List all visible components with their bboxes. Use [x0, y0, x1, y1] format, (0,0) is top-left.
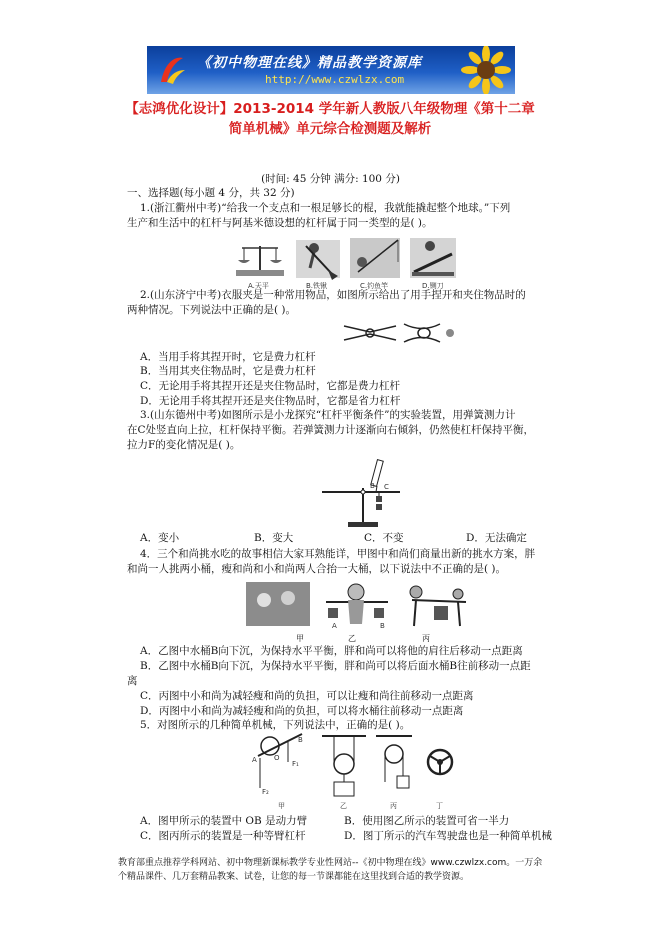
q5-caption-jia: 甲 — [278, 802, 285, 810]
q4-caption-yi: 乙 — [348, 634, 356, 643]
q3-label-b: B — [370, 482, 375, 490]
q5-option-c: C．图丙所示的装置是一种等臂杠杆 — [140, 830, 306, 842]
q5-option-b: B．使用图乙所示的装置可省一半力 — [344, 815, 510, 827]
section-heading: 一、选择题(每小题 4 分，共 32 分) — [127, 187, 295, 199]
q1-line-1: 1.(浙江衢州中考)“给我一个支点和一根足够长的棍，我就能撬起整个地球。”下列 — [140, 202, 511, 214]
sunflower-icon — [461, 46, 511, 94]
q4-line-2: 和尚一人挑两小桶，瘦和尚和小和尚两人合抬一大桶，以下说法中不正确的是( )。 — [127, 563, 507, 575]
balance-icon — [236, 246, 284, 276]
header-banner — [147, 46, 515, 94]
q4-caption-jia: 甲 — [296, 634, 304, 643]
q2-line-2: 两种情况。下列说法中正确的是( )。 — [127, 304, 297, 316]
q3-label-c: C — [384, 483, 389, 491]
q1-figure — [232, 232, 462, 292]
q4-option-a: A．乙图中水桶B向下沉，为保持水平平衡，胖和尚可以将他的肩往后移动一点距离 — [140, 645, 523, 657]
banner-title: 《初中物理在线》精品教学资源库 — [197, 55, 422, 71]
q1-caption-a: A.天平 — [248, 282, 269, 290]
q5-line-1: 5．对图所示的几种简单机械，下列说法中，正确的是( )。 — [140, 719, 411, 731]
q4-option-b: B．乙图中水桶B向下沉，为保持水平平衡，胖和尚可以将后面水桶B往前移动一点距 — [140, 660, 531, 672]
q5-caption-yi: 乙 — [340, 802, 347, 810]
q2-line-1: 2.(山东济宁中考)衣服夹是一种常用物品，如图所示给出了用手捏开和夹住物品时的 — [140, 289, 526, 301]
q4-option-c: C．丙图中小和尚为减轻瘦和尚的负担，可以让瘦和尚往前移动一点距离 — [140, 690, 474, 702]
q2-option-c: C．无论用手将其捏开还是夹住物品时，它都是费力杠杆 — [140, 380, 401, 392]
q1-caption-d: D.铡刀 — [422, 282, 444, 290]
monks-figure — [244, 578, 474, 636]
q2-option-b: B．当用其夹住物品时，它是费力杠杆 — [140, 365, 316, 377]
document-title-line-2: 简单机械》单元综合检测题及解析 — [228, 121, 432, 137]
q1-line-2: 生产和生活中的杠杆与阿基米德设想的杠杆属于同一类型的是( )。 — [127, 217, 433, 229]
q4-caption-bing: 丙 — [422, 634, 430, 643]
simple-machines-figure — [248, 732, 468, 812]
footer-line-1: 教育部重点推荐学科网站、初中物理新课标教学专业性网站--《初中物理在线》www.czwlzx.com。一万余 — [118, 858, 543, 868]
exam-meta: (时间: 45 分钟 满分: 100 分) — [261, 173, 400, 185]
q2-option-a: A．当用手将其捏开时，它是费力杠杆 — [140, 351, 316, 363]
q5-label-o: O — [274, 754, 280, 762]
q5-label-b: B — [298, 736, 303, 744]
monks-scene-jia — [246, 582, 310, 626]
q3-option-c: C．不变 — [364, 532, 404, 544]
lever-jia — [252, 734, 303, 796]
logo-icon — [157, 52, 187, 88]
q3-option-a: A．变小 — [140, 532, 180, 544]
guillotine-cutter-icon — [410, 238, 456, 278]
q4-line-1: 4．三个和尚挑水吃的故事相信大家耳熟能详，甲图中和尚们商量出新的挑水方案，胖 — [140, 548, 536, 560]
q3-option-b: B．变大 — [254, 532, 294, 544]
monks-bing — [410, 586, 466, 626]
q3-line-3: 拉力F的变化情况是( )。 — [127, 439, 241, 451]
page-footer — [118, 856, 558, 884]
q4-option-b-cont: 离 — [127, 675, 138, 687]
q5-label-f2: F₂ — [262, 788, 269, 796]
q1-caption-c: C.钓鱼竿 — [360, 282, 389, 290]
q5-option-a: A．图甲所示的装置中 OB 是动力臂 — [140, 815, 308, 827]
clothespin-figure — [340, 318, 460, 348]
fishing-rod-icon — [350, 238, 400, 278]
q3-line-1: 3.(山东德州中考)如图所示是小龙探究“杠杆平衡条件”的实验装置，用弹簧测力计 — [140, 409, 516, 421]
q5-caption-ding: 丁 — [436, 802, 443, 810]
lever-experiment-figure — [318, 452, 408, 530]
svg-text:B: B — [380, 622, 385, 630]
q5-option-d: D．图丁所示的汽车驾驶盘也是一种简单机械 — [344, 830, 552, 842]
shovel-icon — [296, 240, 340, 280]
q3-line-2: 在C处竖直向上拉，杠杆保持平衡。若弹簧测力计逐渐向右倾斜，仍然使杠杆保持平衡， — [127, 424, 535, 436]
clothespin-icon — [344, 324, 454, 342]
q5-label-a: A — [252, 756, 257, 764]
steering-wheel-icon — [428, 750, 452, 774]
q4-option-d: D．丙图中小和尚为减轻瘦和尚的负担，可以将水桶往前移动一点距离 — [140, 705, 464, 717]
q2-option-d: D．无论用手将其捏开还是夹住物品时，它都是省力杠杆 — [140, 395, 401, 407]
q5-caption-bing: 丙 — [390, 802, 397, 810]
document-title-line-1: 【志鸿优化设计】2013-2014 学年新人教版八年级物理《第十二章 — [125, 101, 535, 117]
q5-label-f1: F₁ — [292, 760, 299, 768]
footer-line-2: 个精品课件、几万套精品教案、试卷，让您的每一节课都能在这里找到合适的教学资源。 — [118, 872, 470, 882]
movable-pulley-yi — [322, 736, 366, 796]
monk-yi — [326, 584, 388, 624]
fixed-pulley-bing — [376, 736, 412, 788]
banner-url[interactable]: http://www.czwlzx.com — [265, 73, 405, 86]
q1-caption-b: B.铁锹 — [306, 282, 328, 290]
q3-option-d: D．无法确定 — [466, 532, 527, 544]
svg-text:A: A — [332, 622, 337, 630]
